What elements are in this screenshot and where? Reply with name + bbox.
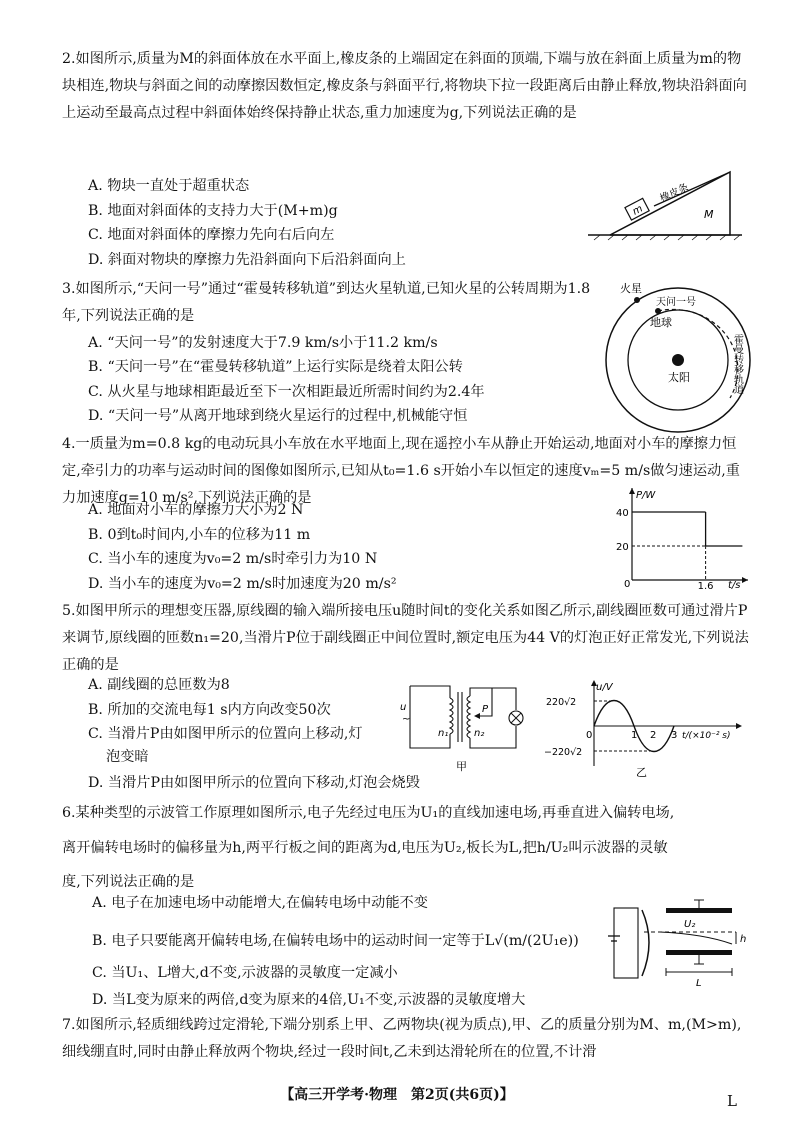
q5-fig-yi-tick-1: 1 xyxy=(631,730,638,741)
chart-x-tick-0: 0 xyxy=(624,579,631,590)
q3-option-c: C. 从火星与地球相距最近至下一次相距最近所需时间约为2.4年 xyxy=(88,384,485,400)
q6-option-d: D. 当L变为原来的两倍,d变为原来的4倍,U₁不变,示波器的灵敏度增大 xyxy=(92,992,526,1008)
q3-fig-probe-label: 天问一号 xyxy=(656,297,696,308)
q6-fig-h-label: h xyxy=(740,934,747,945)
q2-option-b: B. 地面对斜面体的支持力大于(M+m)g xyxy=(88,203,338,219)
q5-fig-yi-xlabel: t/(×10⁻² s) xyxy=(682,731,731,741)
q5-fig-yi-ymin: −220√2 xyxy=(544,747,583,758)
q3-option-d: D. “天问一号”从离开地球到绕火星运行的过程中,机械能守恒 xyxy=(88,408,468,424)
q6-option-a: A. 电子在加速电场中动能增大,在偏转电场中动能不变 xyxy=(92,895,428,911)
q5-fig-P-label: P xyxy=(482,704,489,715)
q2-fig-m-label: m xyxy=(630,203,645,218)
sun-icon xyxy=(672,354,684,366)
q3-stem: 3.如图所示,“天问一号”通过“霍曼转移轨道”到达火星轨道,已知火星的公转周期为1.8年,下列说法正确的是 xyxy=(62,281,591,324)
q6-stem-line1: 6.某种类型的示波管工作原理如图所示,电子先经过电压为U₁的直线加速电场,再垂直进入偏转电场, xyxy=(62,805,675,821)
q5-fig-u-label: u xyxy=(400,702,407,713)
q5-option-a: A. 副线圈的总匝数为8 xyxy=(88,677,230,693)
q4-option-c: C. 当小车的速度为v₀=2 m/s时牵引力为10 N xyxy=(88,551,378,567)
q2-incline-figure xyxy=(580,160,750,242)
q6-stem-line3: 度,下列说法正确的是 xyxy=(62,874,195,890)
q2-fig-M-label: M xyxy=(704,208,714,221)
q7-stem: 7.如图所示,轻质细线跨过定滑轮,下端分别系上甲、乙两物块(视为质点),甲、乙的质量分别为M、m,(M>m),细线绷直时,同时由静止释放两个物块,经过一段时间t,乙未到达滑轮所在的位置,不计滑 xyxy=(62,1017,742,1060)
slider-arrow-icon xyxy=(474,713,480,719)
q5-fig-yi-ymax: 220√2 xyxy=(546,697,577,708)
q5-fig-yi-tick-3: 3 xyxy=(671,730,678,741)
q5-option-c: C. 当滑片P由如图甲所示的位置向上移动,灯 xyxy=(88,726,363,742)
q3-fig-sun-label: 太阳 xyxy=(668,371,690,384)
q2-option-d: D. 斜面对物块的摩擦力先沿斜面向下后沿斜面向上 xyxy=(88,252,406,268)
svg-text:~: ~ xyxy=(402,714,411,725)
q5-fig-yi-tick-0: 0 xyxy=(586,730,593,741)
q4-option-d: D. 当小车的速度为v₀=2 m/s时加速度为20 m/s² xyxy=(88,576,397,592)
q6-fig-L-label: L xyxy=(696,978,702,989)
q6-stem-line2: 离开偏转电场时的偏移量为h,两平行板之间的距离为d,电压为U₂,板长为L,把h/U₂叫示波器的灵敏 xyxy=(62,840,668,856)
q3-orbit-figure xyxy=(598,278,758,438)
q4-option-a: A. 地面对小车的摩擦力大小为2 N xyxy=(88,502,304,518)
upper-plate xyxy=(666,908,732,913)
q4-stem: 4.一质量为m=0.8 kg的电动玩具小车放在水平地面上,现在遥控小车从静止开始运动,地面对小车的摩擦力恒定,牵引力的功率与运动时间的图像如图所示,已知从t₀=1.6 s开始小车以恒定的速度vₘ=5 m/s做匀速运动,重力加速度g=10 m/s²,下列说法正确的是 xyxy=(62,436,740,506)
chart-x-tick-1.6: 1.6 xyxy=(697,581,714,590)
q5-fig-yi-tick-2: 2 xyxy=(650,730,657,741)
lower-plate xyxy=(666,950,732,955)
q5-option-c-cont: 泡变暗 xyxy=(106,749,149,765)
q5-fig-n2-label: n₂ xyxy=(474,728,485,739)
q5-fig-yi-caption: 乙 xyxy=(636,766,647,779)
mars-icon xyxy=(634,297,640,303)
q4-option-b: B. 0到t₀时间内,小车的位移为11 m xyxy=(88,527,311,543)
q3-fig-mars-label: 火星 xyxy=(620,282,642,295)
q6-fig-U2-label: U₂ xyxy=(684,919,696,930)
q5-option-b: B. 所加的交流电每1 s内方向改变50次 xyxy=(88,702,331,718)
q6-option-c: C. 当U₁、L增大,d不变,示波器的灵敏度一定减小 xyxy=(92,965,398,981)
q5-voltage-waveform-yi xyxy=(544,676,746,780)
q5-fig-n1-label: n₁ xyxy=(438,728,449,739)
chart-y-tick-40: 40 xyxy=(616,508,629,519)
q5-option-d: D. 当滑片P由如图甲所示的位置向下移动,灯泡会烧毁 xyxy=(88,775,420,791)
q2-fig-rubber-label: 橡皮条 xyxy=(658,182,691,205)
q4-power-time-chart xyxy=(604,484,754,590)
q3-option-a: A. “天问一号”的发射速度大于7.9 km/s小于11.2 km/s xyxy=(88,335,438,351)
q6-option-b: B. 电子只要能离开偏转电场,在偏转电场中的运动时间一定等于L√(m/(2U₁e)) xyxy=(92,933,579,949)
chart-x-axis-label: t/s xyxy=(728,580,741,590)
corner-mark: L xyxy=(727,1092,737,1110)
chart-y-axis-label: P/W xyxy=(636,490,656,501)
page-footer: 【高三开学考·物理 第2页(共6页)】 xyxy=(280,1087,514,1103)
q3-option-b: B. “天问一号”在“霍曼转移轨道”上运行实际是绕着太阳公转 xyxy=(88,359,463,375)
q5-transformer-figure-jia xyxy=(398,676,538,776)
q5-fig-jia-caption: 甲 xyxy=(456,760,467,773)
q6-oscilloscope-figure xyxy=(600,896,750,996)
chart-y-tick-20: 20 xyxy=(616,542,629,553)
q3-fig-orbit-label: 霍曼转移轨道 xyxy=(731,334,743,394)
q3-fig-earth-label: 地球 xyxy=(650,316,672,329)
q5-fig-yi-ylabel: u/V xyxy=(596,682,613,693)
earth-icon xyxy=(655,308,661,314)
q5-stem: 5.如图甲所示的理想变压器,原线圈的输入端所接电压u随时间t的变化关系如图乙所示,副线圈匝数可通过滑片P来调节,原线圈的匝数n₁=20,当滑片P位于副线圈正中间位置时,额定电压为44 V的灯泡正好正常发光,下列说法正确的是 xyxy=(62,603,749,673)
q2-stem: 2.如图所示,质量为M的斜面体放在水平面上,橡皮条的上端固定在斜面的顶端,下端与放在斜面上质量为m的物块相连,物块与斜面之间的动摩擦因数恒定,橡皮条与斜面平行,将物块下拉一段距离后由静止释放,物块沿斜面向上运动至最高点过程中斜面体始终保持静止状态,重力加速度为g,下列说法正确的是 xyxy=(62,51,747,121)
q2-option-a: A. 物块一直处于超重状态 xyxy=(88,178,250,194)
q2-option-c: C. 地面对斜面体的摩擦力先向右后向左 xyxy=(88,227,335,243)
